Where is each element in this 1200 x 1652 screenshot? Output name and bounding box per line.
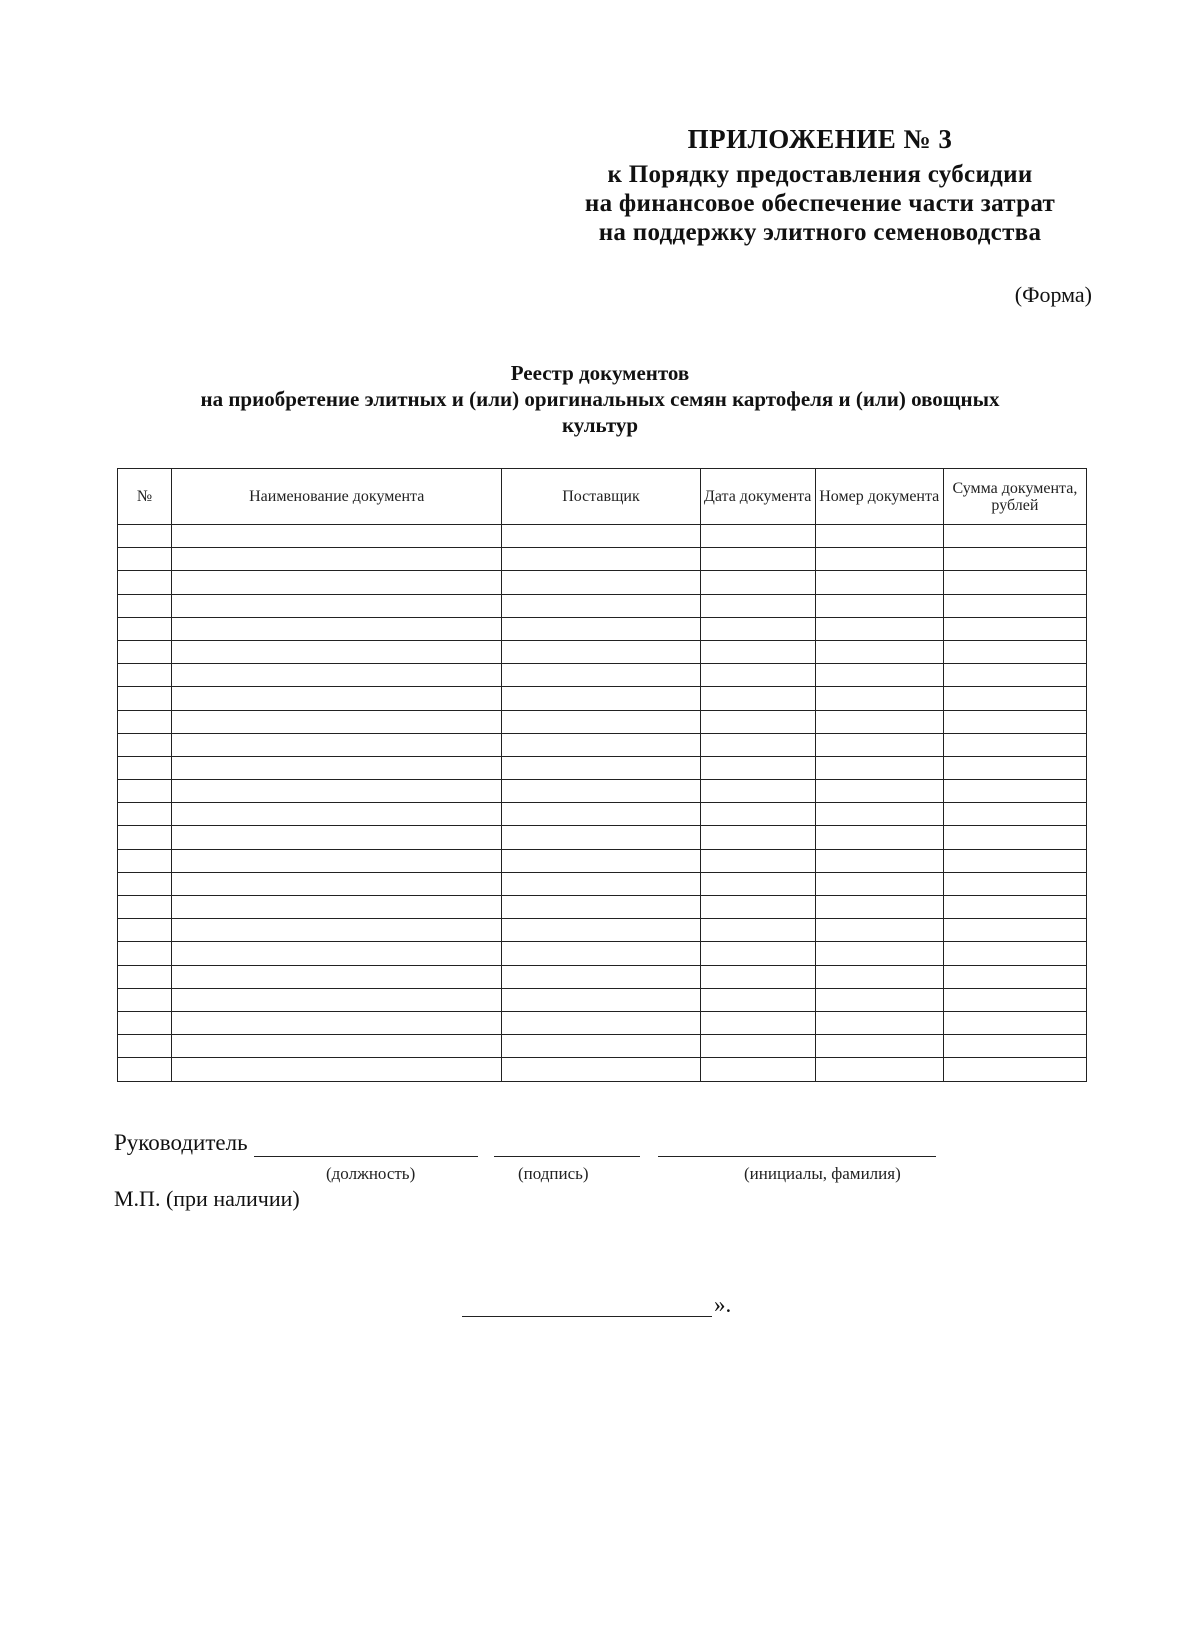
table-cell[interactable] [172, 525, 502, 548]
table-cell[interactable] [502, 942, 700, 965]
table-row [118, 710, 1087, 733]
column-header-number: № [118, 469, 172, 525]
table-cell[interactable] [118, 617, 172, 640]
table-cell[interactable] [943, 617, 1086, 640]
table-cell[interactable] [502, 756, 700, 779]
table-cell[interactable] [502, 803, 700, 826]
table-cell[interactable] [700, 1035, 815, 1058]
table-cell[interactable] [118, 780, 172, 803]
table-cell[interactable] [502, 988, 700, 1011]
table-cell[interactable] [943, 1035, 1086, 1058]
table-row [118, 525, 1087, 548]
table-cell[interactable] [502, 710, 700, 733]
table-cell[interactable] [815, 687, 943, 710]
table-cell[interactable] [700, 803, 815, 826]
table-cell[interactable] [502, 1035, 700, 1058]
table-cell[interactable] [815, 942, 943, 965]
column-header-document-name: Наименование документа [172, 469, 502, 525]
table-cell[interactable] [172, 664, 502, 687]
table-cell[interactable] [118, 640, 172, 663]
table-cell[interactable] [172, 803, 502, 826]
table-cell[interactable] [943, 919, 1086, 942]
table-cell[interactable] [700, 640, 815, 663]
table-cell[interactable] [700, 896, 815, 919]
table-cell[interactable] [815, 733, 943, 756]
table-cell[interactable] [502, 687, 700, 710]
table-cell[interactable] [943, 664, 1086, 687]
table-cell[interactable] [815, 872, 943, 895]
table-cell[interactable] [502, 849, 700, 872]
table-cell[interactable] [815, 849, 943, 872]
table-cell[interactable] [118, 687, 172, 710]
table-cell[interactable] [815, 571, 943, 594]
column-header-supplier: Поставщик [502, 469, 700, 525]
annex-block [540, 122, 1100, 247]
table-cell[interactable] [118, 942, 172, 965]
table-cell[interactable] [943, 872, 1086, 895]
registry-subtitle-2: культур [561, 413, 639, 437]
documents-table [117, 468, 1087, 1082]
table-cell[interactable] [118, 525, 172, 548]
position-line[interactable] [254, 1156, 478, 1157]
table-row [118, 988, 1087, 1011]
table-cell[interactable] [943, 803, 1086, 826]
seal-label: М.П. (при наличии) [114, 1186, 300, 1211]
table-cell[interactable] [943, 826, 1086, 849]
table-row [118, 942, 1087, 965]
table-cell[interactable] [118, 1058, 172, 1081]
table-row [118, 1035, 1087, 1058]
table-row [118, 919, 1087, 942]
annex-line-1: к Порядку предоставления субсидии [607, 161, 1033, 188]
table-cell[interactable] [172, 1035, 502, 1058]
table-cell[interactable] [118, 919, 172, 942]
table-row [118, 594, 1087, 617]
table-cell[interactable] [815, 594, 943, 617]
table-cell[interactable] [943, 710, 1086, 733]
table-cell[interactable] [815, 965, 943, 988]
table-cell[interactable] [502, 571, 700, 594]
table-cell[interactable] [700, 617, 815, 640]
table-cell[interactable] [118, 1035, 172, 1058]
table-row [118, 849, 1087, 872]
table-cell[interactable] [943, 1011, 1086, 1034]
table-cell[interactable] [502, 733, 700, 756]
signature-hint: (подпись) [518, 1164, 589, 1183]
registry-subtitle-1: на приобретение элитных и (или) оригинальных семян картофеля и (или) овощных [200, 387, 1000, 411]
table-cell[interactable] [943, 942, 1086, 965]
name-hint: (инициалы, фамилия) [744, 1164, 901, 1183]
table-row [118, 548, 1087, 571]
table-cell[interactable] [118, 965, 172, 988]
table-cell[interactable] [815, 826, 943, 849]
table-cell[interactable] [700, 756, 815, 779]
table-cell[interactable] [700, 942, 815, 965]
position-hint: (должность) [326, 1164, 416, 1183]
table-row [118, 617, 1087, 640]
table-cell[interactable] [943, 525, 1086, 548]
table-cell[interactable] [502, 896, 700, 919]
table-row [118, 1058, 1087, 1081]
table-cell[interactable] [172, 849, 502, 872]
registry-heading [130, 360, 1070, 438]
table-cell[interactable] [815, 1058, 943, 1081]
table-cell[interactable] [502, 594, 700, 617]
table-cell[interactable] [172, 571, 502, 594]
table-cell[interactable] [943, 733, 1086, 756]
table-cell[interactable] [815, 756, 943, 779]
table-cell[interactable] [700, 1058, 815, 1081]
table-cell[interactable] [815, 1011, 943, 1034]
table-cell[interactable] [172, 710, 502, 733]
table-row [118, 872, 1087, 895]
table-cell[interactable] [118, 803, 172, 826]
table-cell[interactable] [118, 548, 172, 571]
table-cell[interactable] [815, 919, 943, 942]
table-cell[interactable] [118, 826, 172, 849]
table-cell[interactable] [700, 548, 815, 571]
table-cell[interactable] [502, 1058, 700, 1081]
table-cell[interactable] [118, 988, 172, 1011]
table-cell[interactable] [172, 548, 502, 571]
table-row [118, 733, 1087, 756]
table-cell[interactable] [943, 896, 1086, 919]
table-cell[interactable] [502, 965, 700, 988]
table-cell[interactable] [815, 710, 943, 733]
table-cell[interactable] [943, 965, 1086, 988]
table-cell[interactable] [943, 594, 1086, 617]
table-cell[interactable] [815, 617, 943, 640]
table-row [118, 965, 1087, 988]
table-cell[interactable] [118, 756, 172, 779]
signature-line[interactable] [494, 1156, 640, 1157]
table-cell[interactable] [815, 548, 943, 571]
table-cell[interactable] [700, 780, 815, 803]
table-body [118, 525, 1087, 1082]
table-cell[interactable] [172, 896, 502, 919]
table-cell[interactable] [502, 617, 700, 640]
table-cell[interactable] [118, 710, 172, 733]
table-cell[interactable] [700, 594, 815, 617]
table-cell[interactable] [172, 780, 502, 803]
table-cell[interactable] [118, 733, 172, 756]
table-cell[interactable] [815, 640, 943, 663]
table-row [118, 756, 1087, 779]
table-cell[interactable] [815, 525, 943, 548]
annex-line-3: на поддержку элитного семеноводства [598, 219, 1042, 246]
table-cell[interactable] [172, 594, 502, 617]
column-header-document-sum: Сумма документа, рублей [943, 469, 1086, 525]
table-row [118, 896, 1087, 919]
table-row [118, 687, 1087, 710]
table-cell[interactable] [943, 548, 1086, 571]
table-cell[interactable] [700, 733, 815, 756]
name-line[interactable] [658, 1156, 936, 1157]
table-cell[interactable] [502, 872, 700, 895]
table-cell[interactable] [815, 803, 943, 826]
table-cell[interactable] [172, 942, 502, 965]
closing-block [462, 1292, 762, 1322]
table-cell[interactable] [172, 1058, 502, 1081]
registry-title: Реестр документов [510, 361, 690, 385]
table-cell[interactable] [172, 872, 502, 895]
table-cell[interactable] [700, 1011, 815, 1034]
column-header-document-number: Номер документа [815, 469, 943, 525]
table-cell[interactable] [943, 756, 1086, 779]
table-cell[interactable] [815, 896, 943, 919]
table-row [118, 780, 1087, 803]
table-cell[interactable] [502, 664, 700, 687]
table-cell[interactable] [118, 571, 172, 594]
table-cell[interactable] [943, 687, 1086, 710]
table-cell[interactable] [172, 617, 502, 640]
table-cell[interactable] [700, 525, 815, 548]
table-cell[interactable] [172, 640, 502, 663]
table-cell[interactable] [118, 896, 172, 919]
table-header-row [118, 469, 1087, 525]
table-cell[interactable] [118, 1011, 172, 1034]
table-cell[interactable] [502, 826, 700, 849]
table-cell[interactable] [943, 988, 1086, 1011]
table-cell[interactable] [700, 965, 815, 988]
closing-mark: ». [714, 1292, 732, 1317]
table-cell[interactable] [700, 849, 815, 872]
table-cell[interactable] [172, 919, 502, 942]
signature-block [114, 1130, 1014, 1220]
table-cell[interactable] [700, 664, 815, 687]
table-cell[interactable] [172, 733, 502, 756]
table-cell[interactable] [700, 919, 815, 942]
table-cell[interactable] [502, 780, 700, 803]
table-cell[interactable] [943, 849, 1086, 872]
table-cell[interactable] [815, 1035, 943, 1058]
table-cell[interactable] [700, 988, 815, 1011]
table-cell[interactable] [943, 571, 1086, 594]
table-cell[interactable] [943, 1058, 1086, 1081]
table-row [118, 803, 1087, 826]
table-cell[interactable] [815, 664, 943, 687]
table-cell[interactable] [118, 594, 172, 617]
table-row [118, 571, 1087, 594]
table-cell[interactable] [172, 1011, 502, 1034]
table-cell[interactable] [118, 872, 172, 895]
table-row [118, 1011, 1087, 1034]
table-row [118, 640, 1087, 663]
table-cell[interactable] [700, 687, 815, 710]
table-cell[interactable] [502, 640, 700, 663]
closing-line [462, 1316, 712, 1317]
table-cell[interactable] [502, 919, 700, 942]
table-cell[interactable] [172, 965, 502, 988]
table-cell[interactable] [172, 826, 502, 849]
table-cell[interactable] [943, 640, 1086, 663]
table-cell[interactable] [118, 849, 172, 872]
table-cell[interactable] [502, 548, 700, 571]
table-row [118, 664, 1087, 687]
table-cell[interactable] [700, 826, 815, 849]
column-header-document-date: Дата документа [700, 469, 815, 525]
table-cell[interactable] [815, 988, 943, 1011]
table-cell[interactable] [502, 1011, 700, 1034]
table-cell[interactable] [815, 780, 943, 803]
form-label: (Форма) [1014, 282, 1092, 307]
table-cell[interactable] [943, 780, 1086, 803]
table-cell[interactable] [502, 525, 700, 548]
table-cell[interactable] [118, 664, 172, 687]
table-cell[interactable] [172, 756, 502, 779]
table-cell[interactable] [172, 988, 502, 1011]
table-cell[interactable] [700, 710, 815, 733]
table-cell[interactable] [700, 571, 815, 594]
table-cell[interactable] [172, 687, 502, 710]
table-cell[interactable] [700, 872, 815, 895]
head-label: Руководитель [114, 1130, 248, 1155]
table-row [118, 826, 1087, 849]
annex-line-2: на финансовое обеспечение части затрат [584, 190, 1056, 217]
annex-title: ПРИЛОЖЕНИЕ № 3 [687, 124, 953, 154]
